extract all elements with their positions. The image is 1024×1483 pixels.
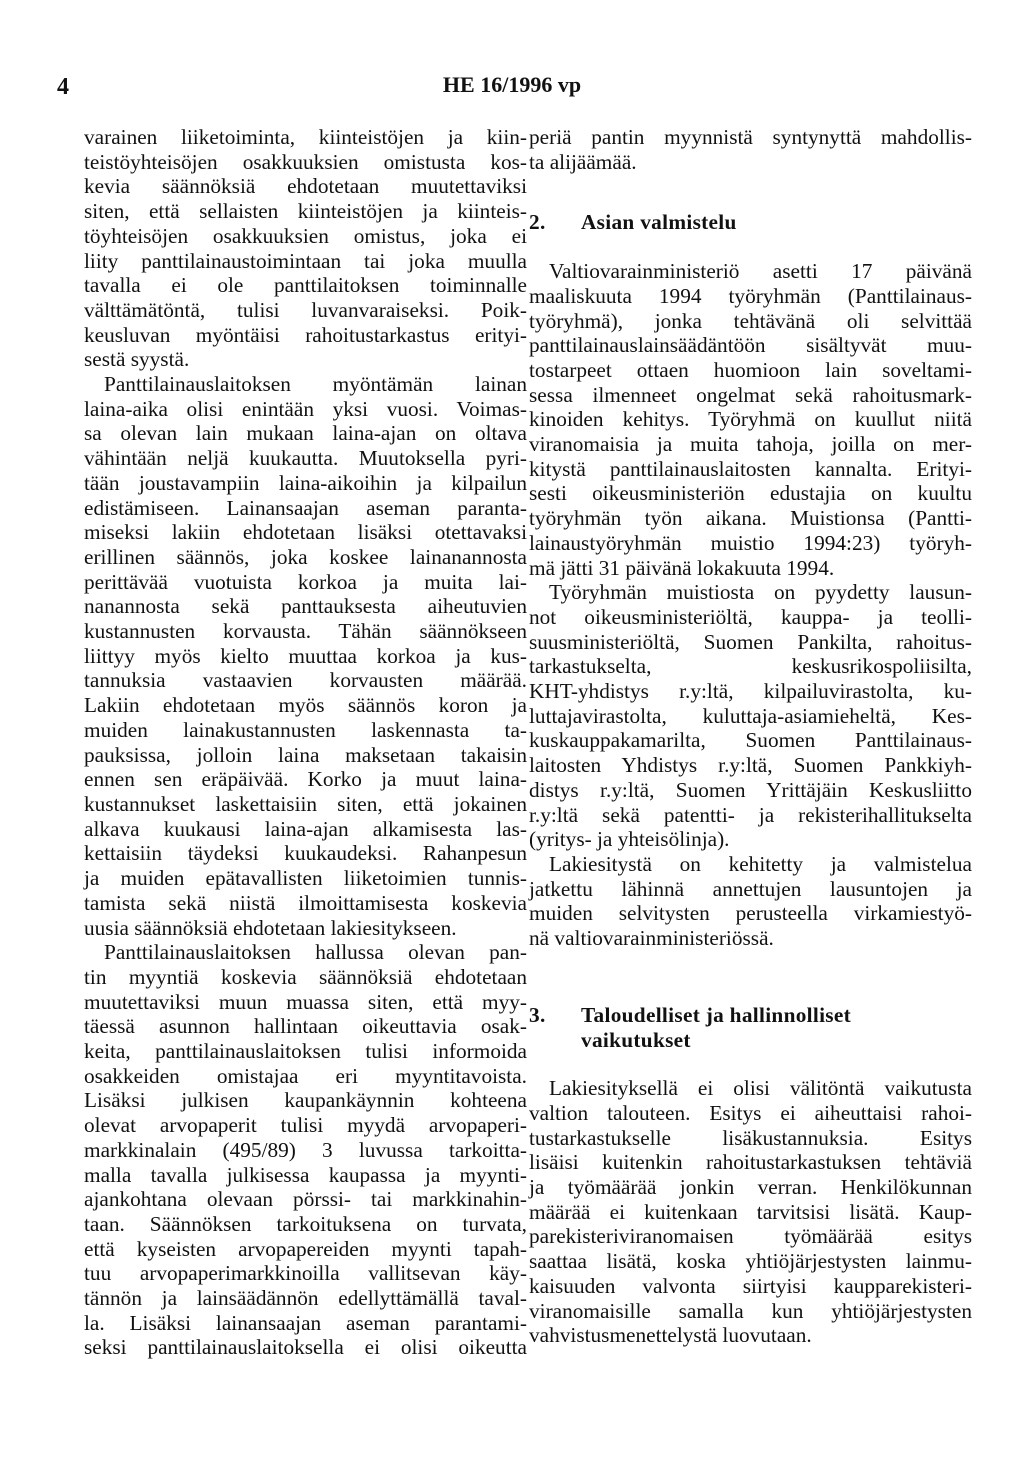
text-line: pauksissa, jolloin laina maksetaan takaisin <box>84 742 527 767</box>
text-line: ennen sen eräpäivää. Korko ja muut laina- <box>84 767 527 792</box>
text-line: työryhmä), jonka tehtävänä oli selvittää <box>529 308 972 333</box>
text-line: sesti oikeusministeriön edustajia on kuultu <box>529 481 972 506</box>
spacer <box>529 951 972 1003</box>
text-line: tarkastukselta, keskusrikospoliisilta, <box>529 654 972 679</box>
text-line: kitystä panttilainauslaitosten kannalta. Erityi- <box>529 456 972 481</box>
text-line: taan. Säännöksen tarkoituksena on turvata, <box>84 1211 527 1236</box>
text-line: keita, panttilainauslaitoksen tulisi informoida <box>84 1039 527 1064</box>
spacer <box>529 235 972 259</box>
text-line: Työryhmän muistiosta on pyydetty lausun- <box>549 580 972 605</box>
text-line: sestä syystä. <box>84 347 190 372</box>
text-line: keusluvan myöntäisi rahoitustarkastus erityi- <box>84 322 527 347</box>
spacer <box>529 174 972 210</box>
text-line: panttilainauslainsäädäntöön sisältyvät muu- <box>529 333 972 358</box>
text-line: maaliskuuta 1994 työryhmän (Panttilainaus- <box>529 283 972 308</box>
right-column <box>529 125 972 1348</box>
text-line: liittyy myös kielto muuttaa korkoa ja kus- <box>84 643 527 668</box>
text-line: kustannukset laskettaisiin siten, että jokainen <box>84 791 527 816</box>
text-line: kaisuuden valvonta siirtyisi kaupparekisteri- <box>529 1273 972 1298</box>
section-number: 2. <box>529 210 546 235</box>
text-line: ja muiden epätavallisten liiketoimien tunnis- <box>84 866 527 891</box>
text-line: uusia säännöksiä ehdotetaan lakiesitykseen. <box>84 915 457 940</box>
text-line: Panttilainauslaitoksen myöntämän lainan <box>104 372 527 397</box>
text-line: Lakiesitystä on kehitetty ja valmistelua <box>549 851 972 876</box>
text-line: laitosten Yhdistys r.y:ltä, Suomen Pankkiyh- <box>529 753 972 778</box>
text-line: vähintään neljä kuukautta. Muutoksella pyri- <box>84 446 527 471</box>
text-line: vahvistusmenettelystä luovutaan. <box>529 1323 812 1348</box>
text-line: not oikeusministeriöltä, kauppa- ja teolli- <box>529 604 972 629</box>
text-line: valtion talouteen. Esitys ei aiheuttaisi rahoi- <box>529 1100 972 1125</box>
section-title-line: vaikutukset <box>581 1027 691 1052</box>
text-line: lainaustyöryhmän muistio 1994:23) työryh- <box>529 530 972 555</box>
text-line: tin myyntiä koskevia säännöksiä ehdotetaan <box>84 964 527 989</box>
text-line: malla tavalla julkisessa kaupassa ja myynti- <box>84 1162 527 1187</box>
text-line: erillinen säännös, joka koskee lainanannosta <box>84 544 527 569</box>
text-line: KHT-yhdistys r.y:ltä, kilpailuvirastolta, ku- <box>529 679 972 704</box>
text-line: Lisäksi julkisen kaupankäynnin kohteena <box>84 1088 527 1113</box>
text-line: töyhteisöjen osakkuuksien omistus, joka ei <box>84 223 527 248</box>
left-column <box>84 125 527 1360</box>
text-line: muiden lainakustannusten laskennasta ta- <box>84 717 527 742</box>
text-line: sa olevan lain mukaan laina-ajan on oltava <box>84 421 527 446</box>
text-line: ajankohtana olevaan pörssi- tai markkinahin- <box>84 1187 527 1212</box>
text-line: distys r.y:ltä, Suomen Yrittäjäin Keskusliitto <box>529 777 972 802</box>
text-line: periä pantin myynnistä syntynyttä mahdollis- <box>529 125 972 149</box>
text-line: alkava kuukausi laina-ajan alkamisesta las- <box>84 816 527 841</box>
spacer <box>529 1052 972 1076</box>
text-line: määrää ei kuitenkaan tarvitsisi lisätä. Kaup- <box>529 1199 972 1224</box>
text-line: nanannosta sekä panttauksesta aiheutuvien <box>84 594 527 619</box>
text-line: tuu arvopaperimarkkinoilla vallitsevan käy- <box>84 1261 527 1286</box>
text-line: nä valtiovarainministeriössä. <box>529 926 774 951</box>
text-line: jatkettu lähinnä annettujen lausuntojen ja <box>529 876 972 901</box>
text-line: suusministeriöltä, Suomen Pankilta, rahoitus- <box>529 629 972 654</box>
text-line: ta alijäämää. <box>529 149 637 174</box>
text-line: muiden selvitysten perusteella virkamiestyö- <box>529 901 972 926</box>
text-line: Lakiin ehdotetaan myös säännös koron ja <box>84 693 527 718</box>
section-heading-3 <box>529 1003 972 1052</box>
text-line: kuskauppakamarilta, Suomen Panttilainaus- <box>529 728 972 753</box>
section-heading-2 <box>529 210 972 235</box>
text-line: varainen liiketoiminta, kiinteistöjen ja kiin- <box>84 125 527 149</box>
text-line: Lakiesityksellä ei olisi välitöntä vaikutusta <box>549 1076 972 1101</box>
text-line: mä jätti 31 päivänä lokakuuta 1994. <box>529 555 835 580</box>
section-number: 3. <box>529 1002 546 1027</box>
text-line: välttämätöntä, tulisi luvanvaraiseksi. Poik- <box>84 297 527 322</box>
text-line: kinoiden kehitys. Työryhmä on kuullut niitä <box>529 407 972 432</box>
text-line: la. Lisäksi lainansaajan aseman parantami- <box>84 1310 527 1335</box>
text-line: r.y:ltä sekä patentti- ja rekisterihallitukselta <box>529 802 972 827</box>
text-line: tavalla ei ole panttilaitoksen toiminnalle <box>84 273 527 298</box>
text-line: tännön ja lainsäädännön edellyttämällä taval- <box>84 1286 527 1311</box>
text-line: kettaisiin täydeksi kuukaudeksi. Rahanpesun <box>84 841 527 866</box>
text-line: siten, että sellaisten kiinteistöjen ja kiinteis- <box>84 199 527 224</box>
text-line: tostarpeet ottaen huomioon lain soveltami- <box>529 357 972 382</box>
text-line: perittävää vuotuista korkoa ja muita lai- <box>84 569 527 594</box>
text-line: ja työmäärää jonkin verran. Henkilökunnan <box>529 1175 972 1200</box>
text-line: liity panttilainaustoimintaan tai joka muulla <box>84 248 527 273</box>
text-line: tamista sekä niistä ilmoittamisesta koskevia <box>84 890 527 915</box>
text-line: muutettaviksi muun muassa siten, että myy- <box>84 989 527 1014</box>
text-line: että kyseisten arvopapereiden myynti tapah- <box>84 1236 527 1261</box>
text-line: lisäisi kuitenkin rahoitustarkastuksen tehtäviä <box>529 1150 972 1175</box>
text-line: teistöyhteisöjen osakkuuksien omistusta kos- <box>84 149 527 174</box>
text-line: laina-aika olisi enintään yksi vuosi. Voimas- <box>84 396 527 421</box>
text-line: (yritys- ja yhteisölinja). <box>529 827 730 852</box>
text-line: olevat arvopaperit tulisi myydä arvopaperi- <box>84 1113 527 1138</box>
text-line: osakkeiden omistajaa eri myyntitavoista. <box>84 1063 527 1088</box>
text-line: saattaa lisätä, koska yhtiöjärjestysten lainmu- <box>529 1249 972 1274</box>
text-line: täessä asunnon hallintaan oikeuttavia osak- <box>84 1014 527 1039</box>
text-line: seksi panttilainauslaitoksella ei olisi oikeutta <box>84 1335 527 1360</box>
text-line: tannuksia vastaavien korvausten määrää. <box>84 668 527 693</box>
section-title: Asian valmistelu <box>581 210 737 235</box>
text-line: Valtiovarainministeriö asetti 17 päivänä <box>549 259 972 284</box>
text-line: viranomaisia ja muita tahoja, joilla on mer- <box>529 432 972 457</box>
text-line: tään joustavampiin laina-aikoihin ja kilpailun <box>84 470 527 495</box>
text-line: edistämiseen. Lainansaajan aseman paranta- <box>84 495 527 520</box>
text-line: tustarkastukselle lisäkustannuksia. Esitys <box>529 1125 972 1150</box>
section-title <box>581 1003 851 1052</box>
text-line: kustannusten korvausta. Tähän säännökseen <box>84 619 527 644</box>
text-line: parekisteriviranomaisen työmäärää esitys <box>529 1224 972 1249</box>
text-line: luttajavirastolta, kuluttaja-asiamieheltä, Kes- <box>529 703 972 728</box>
text-line: viranomaisille samalla kun yhtiöjärjestysten <box>529 1298 972 1323</box>
section-title-line: Taloudelliset ja hallinnolliset <box>581 1002 852 1027</box>
text-line: markkinalain (495/89) 3 luvussa tarkoitta- <box>84 1137 527 1162</box>
text-line: kevia säännöksiä ehdotetaan muutettaviksi <box>84 174 527 199</box>
page-number: 4 <box>57 74 69 100</box>
text-line: työryhmän työn aikana. Muistionsa (Pantti- <box>529 506 972 531</box>
text-line: Panttilainauslaitoksen hallussa olevan pan- <box>104 940 527 965</box>
text-line: sessa ilmenneet ongelmat sekä rahoitusmark- <box>529 382 972 407</box>
running-header: HE 16/1996 vp <box>442 72 582 97</box>
text-line: miseksi lakiin ehdotetaan lisäksi otettavaksi <box>84 520 527 545</box>
